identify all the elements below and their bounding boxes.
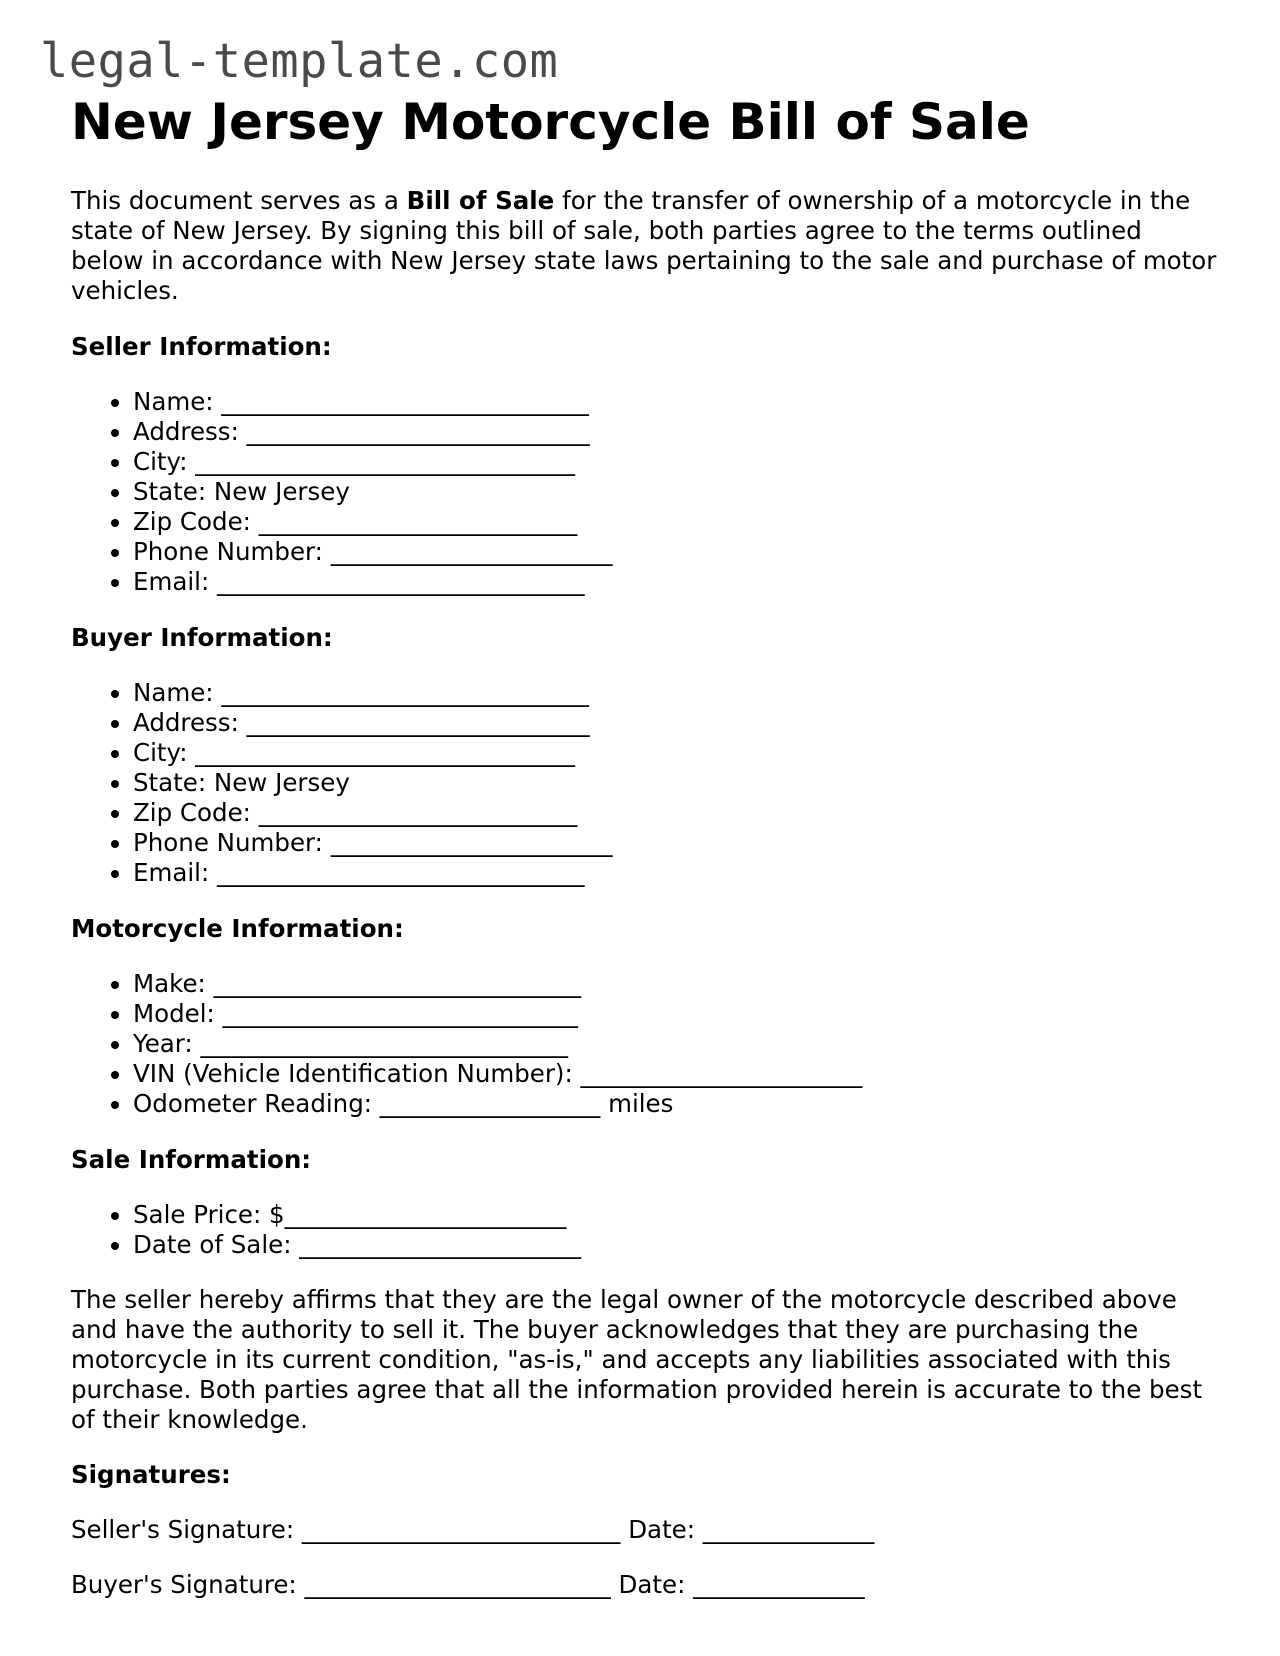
intro-text-before: This document serves as a bbox=[71, 186, 407, 215]
motorcycle-odometer-field: • Odometer Reading: __________________ miles bbox=[133, 1089, 1221, 1119]
affirmation-paragraph: The seller hereby affirms that they are the legal owner of the motorcycle described above and have the authority to sell it. The buyer acknowledges that they are purchasing the motorcycle in its current condition, "as-is," and accepts any liabilities associated with this purchase. Both parties agree that all the information provided herein is accurate to the best of their knowledge. bbox=[71, 1285, 1203, 1434]
motorcycle-year-field: • Year: ______________________________ bbox=[133, 1029, 1221, 1059]
motorcycle-section-heading: Motorcycle Information: bbox=[71, 914, 404, 943]
seller-state-field: • State: New Jersey bbox=[133, 477, 1221, 507]
motorcycle-vin-field: • VIN (Vehicle Identification Number): _______________________ bbox=[133, 1059, 1221, 1089]
seller-phone-field: • Phone Number: _______________________ bbox=[133, 537, 1221, 567]
buyer-email-field: • Email: ______________________________ bbox=[133, 858, 1221, 888]
motorcycle-model-field: • Model: _____________________________ bbox=[133, 999, 1221, 1029]
motorcycle-field-list bbox=[71, 969, 1221, 1119]
seller-zip-field: • Zip Code: __________________________ bbox=[133, 507, 1221, 537]
motorcycle-make-field: • Make: ______________________________ bbox=[133, 969, 1221, 999]
sale-price-field: • Sale Price: $_______________________ bbox=[133, 1200, 1221, 1230]
buyer-address-field: • Address: ____________________________ bbox=[133, 708, 1221, 738]
seller-section-heading: Seller Information: bbox=[71, 332, 332, 361]
buyer-signature-line: Buyer's Signature: _________________________ Date: ______________ bbox=[71, 1570, 865, 1599]
buyer-section-heading: Buyer Information: bbox=[71, 623, 333, 652]
seller-field-list bbox=[71, 387, 1221, 597]
seller-signature-line: Seller's Signature: __________________________ Date: ______________ bbox=[71, 1515, 875, 1544]
seller-email-field: • Email: ______________________________ bbox=[133, 567, 1221, 597]
document-body bbox=[71, 92, 1221, 1600]
buyer-state-field: • State: New Jersey bbox=[133, 768, 1221, 798]
sale-section-heading: Sale Information: bbox=[71, 1145, 312, 1174]
page-title: New Jersey Motorcycle Bill of Sale bbox=[71, 93, 1030, 151]
buyer-city-field: • City: _______________________________ bbox=[133, 738, 1221, 768]
seller-name-field: • Name: ______________________________ bbox=[133, 387, 1221, 417]
sale-field-list bbox=[71, 1200, 1221, 1260]
intro-bold-term: Bill of Sale bbox=[406, 186, 555, 215]
watermark-logo: legal-template.com bbox=[40, 34, 559, 89]
signatures-heading: Signatures: bbox=[71, 1460, 231, 1489]
seller-city-field: • City: _______________________________ bbox=[133, 447, 1221, 477]
sale-date-field: • Date of Sale: _______________________ bbox=[133, 1230, 1221, 1260]
seller-address-field: • Address: ____________________________ bbox=[133, 417, 1221, 447]
intro-text-after: for the transfer of ownership of a motorcycle in the state of New Jersey. By signing this bill of sale, both parties agree to the terms outlined below in accordance with New Jersey state laws pertaining to the sale and purchase of motor vehicles. bbox=[71, 186, 1217, 305]
buyer-phone-field: • Phone Number: _______________________ bbox=[133, 828, 1221, 858]
intro-paragraph bbox=[71, 186, 1221, 306]
buyer-zip-field: • Zip Code: __________________________ bbox=[133, 798, 1221, 828]
buyer-name-field: • Name: ______________________________ bbox=[133, 678, 1221, 708]
buyer-field-list bbox=[71, 678, 1221, 888]
